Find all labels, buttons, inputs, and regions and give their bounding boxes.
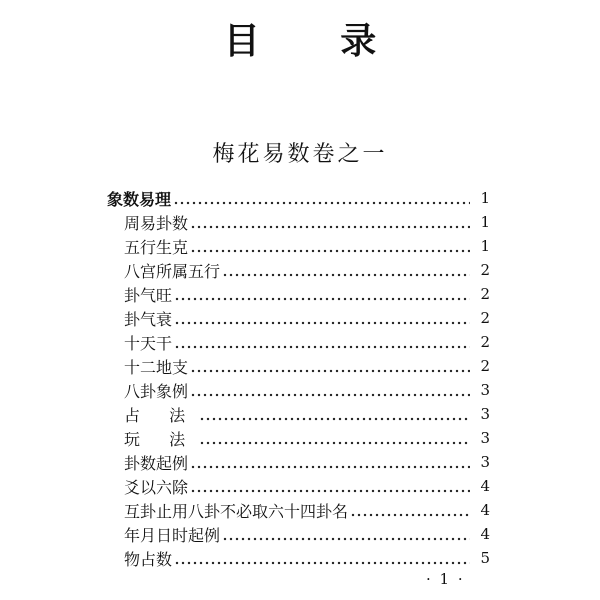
toc-entry-page: 2 (480, 333, 490, 351)
toc-entry-label: 八卦象例 (124, 381, 189, 401)
toc-entry-label: 十二地支 (124, 357, 189, 377)
dot-leader (173, 186, 470, 210)
toc-entry-page: 1 (480, 189, 490, 207)
toc-entry[interactable] (0, 234, 600, 258)
toc-entry-page: 2 (480, 285, 490, 303)
dot-leader (174, 330, 470, 354)
dot-leader (190, 450, 470, 474)
toc-entry-page: 2 (480, 357, 490, 375)
toc-entry-label: 互卦止用八卦不必取六十四卦名 (124, 501, 349, 521)
toc-entry-page: 1 (480, 237, 490, 255)
dot-leader (174, 546, 470, 570)
toc-entry-label: 卦数起例 (124, 453, 189, 473)
toc-entry[interactable] (0, 426, 600, 450)
toc-entry-page: 2 (480, 261, 490, 279)
toc-entry[interactable] (0, 378, 600, 402)
toc-entry-page: 4 (480, 477, 490, 495)
table-of-contents (0, 186, 600, 570)
dot-leader (222, 522, 470, 546)
toc-entry-label: 占 法 (124, 405, 198, 425)
dot-leader (174, 306, 470, 330)
toc-entry-label: 十天干 (124, 333, 173, 353)
toc-entry-page: 1 (480, 213, 490, 231)
toc-entry-page: 3 (480, 381, 490, 399)
dot-leader (190, 474, 470, 498)
toc-entry-page: 3 (480, 453, 490, 471)
toc-entry-label: 玩 法 (124, 429, 198, 449)
toc-entry[interactable] (0, 546, 600, 570)
toc-entry-label: 卦气旺 (124, 285, 173, 305)
toc-entry[interactable] (0, 282, 600, 306)
toc-entry-page: 4 (480, 525, 490, 543)
toc-entry-page: 4 (480, 501, 490, 519)
dot-leader (190, 378, 470, 402)
toc-entry[interactable] (0, 522, 600, 546)
toc-entry[interactable] (0, 402, 600, 426)
dot-leader (350, 498, 470, 522)
toc-entry-label: 物占数 (124, 549, 173, 569)
toc-entry-label: 年月日时起例 (124, 525, 221, 545)
toc-entry-page: 5 (480, 549, 490, 567)
volume-title: 梅花易数卷之一 (212, 142, 388, 167)
toc-entry[interactable] (0, 258, 600, 282)
page-title: 目 录 (223, 21, 411, 62)
toc-entry[interactable] (0, 498, 600, 522)
dot-leader (190, 210, 470, 234)
toc-entry-label: 爻以六除 (124, 477, 189, 497)
toc-entry[interactable] (0, 210, 600, 234)
toc-entry-label: 五行生克 (124, 237, 189, 257)
dot-leader (174, 282, 470, 306)
toc-entry-page: 3 (480, 429, 490, 447)
toc-entry[interactable] (0, 474, 600, 498)
toc-entry-label: 周易卦数 (124, 213, 189, 233)
toc-entry-page: 3 (480, 405, 490, 423)
toc-entry-label: 象数易理 (107, 189, 172, 209)
dot-leader (199, 426, 470, 450)
toc-entry[interactable] (0, 354, 600, 378)
dot-leader (190, 354, 470, 378)
dot-leader (190, 234, 470, 258)
toc-entry[interactable] (0, 306, 600, 330)
toc-entry-label: 八宫所属五行 (124, 261, 221, 281)
footer-page-number: · 1 · (426, 570, 465, 588)
toc-entry[interactable] (0, 330, 600, 354)
toc-entry[interactable] (0, 450, 600, 474)
toc-entry-label: 卦气衰 (124, 309, 173, 329)
toc-entry-page: 2 (480, 309, 490, 327)
dot-leader (199, 402, 470, 426)
toc-entry[interactable] (0, 186, 600, 210)
dot-leader (222, 258, 470, 282)
